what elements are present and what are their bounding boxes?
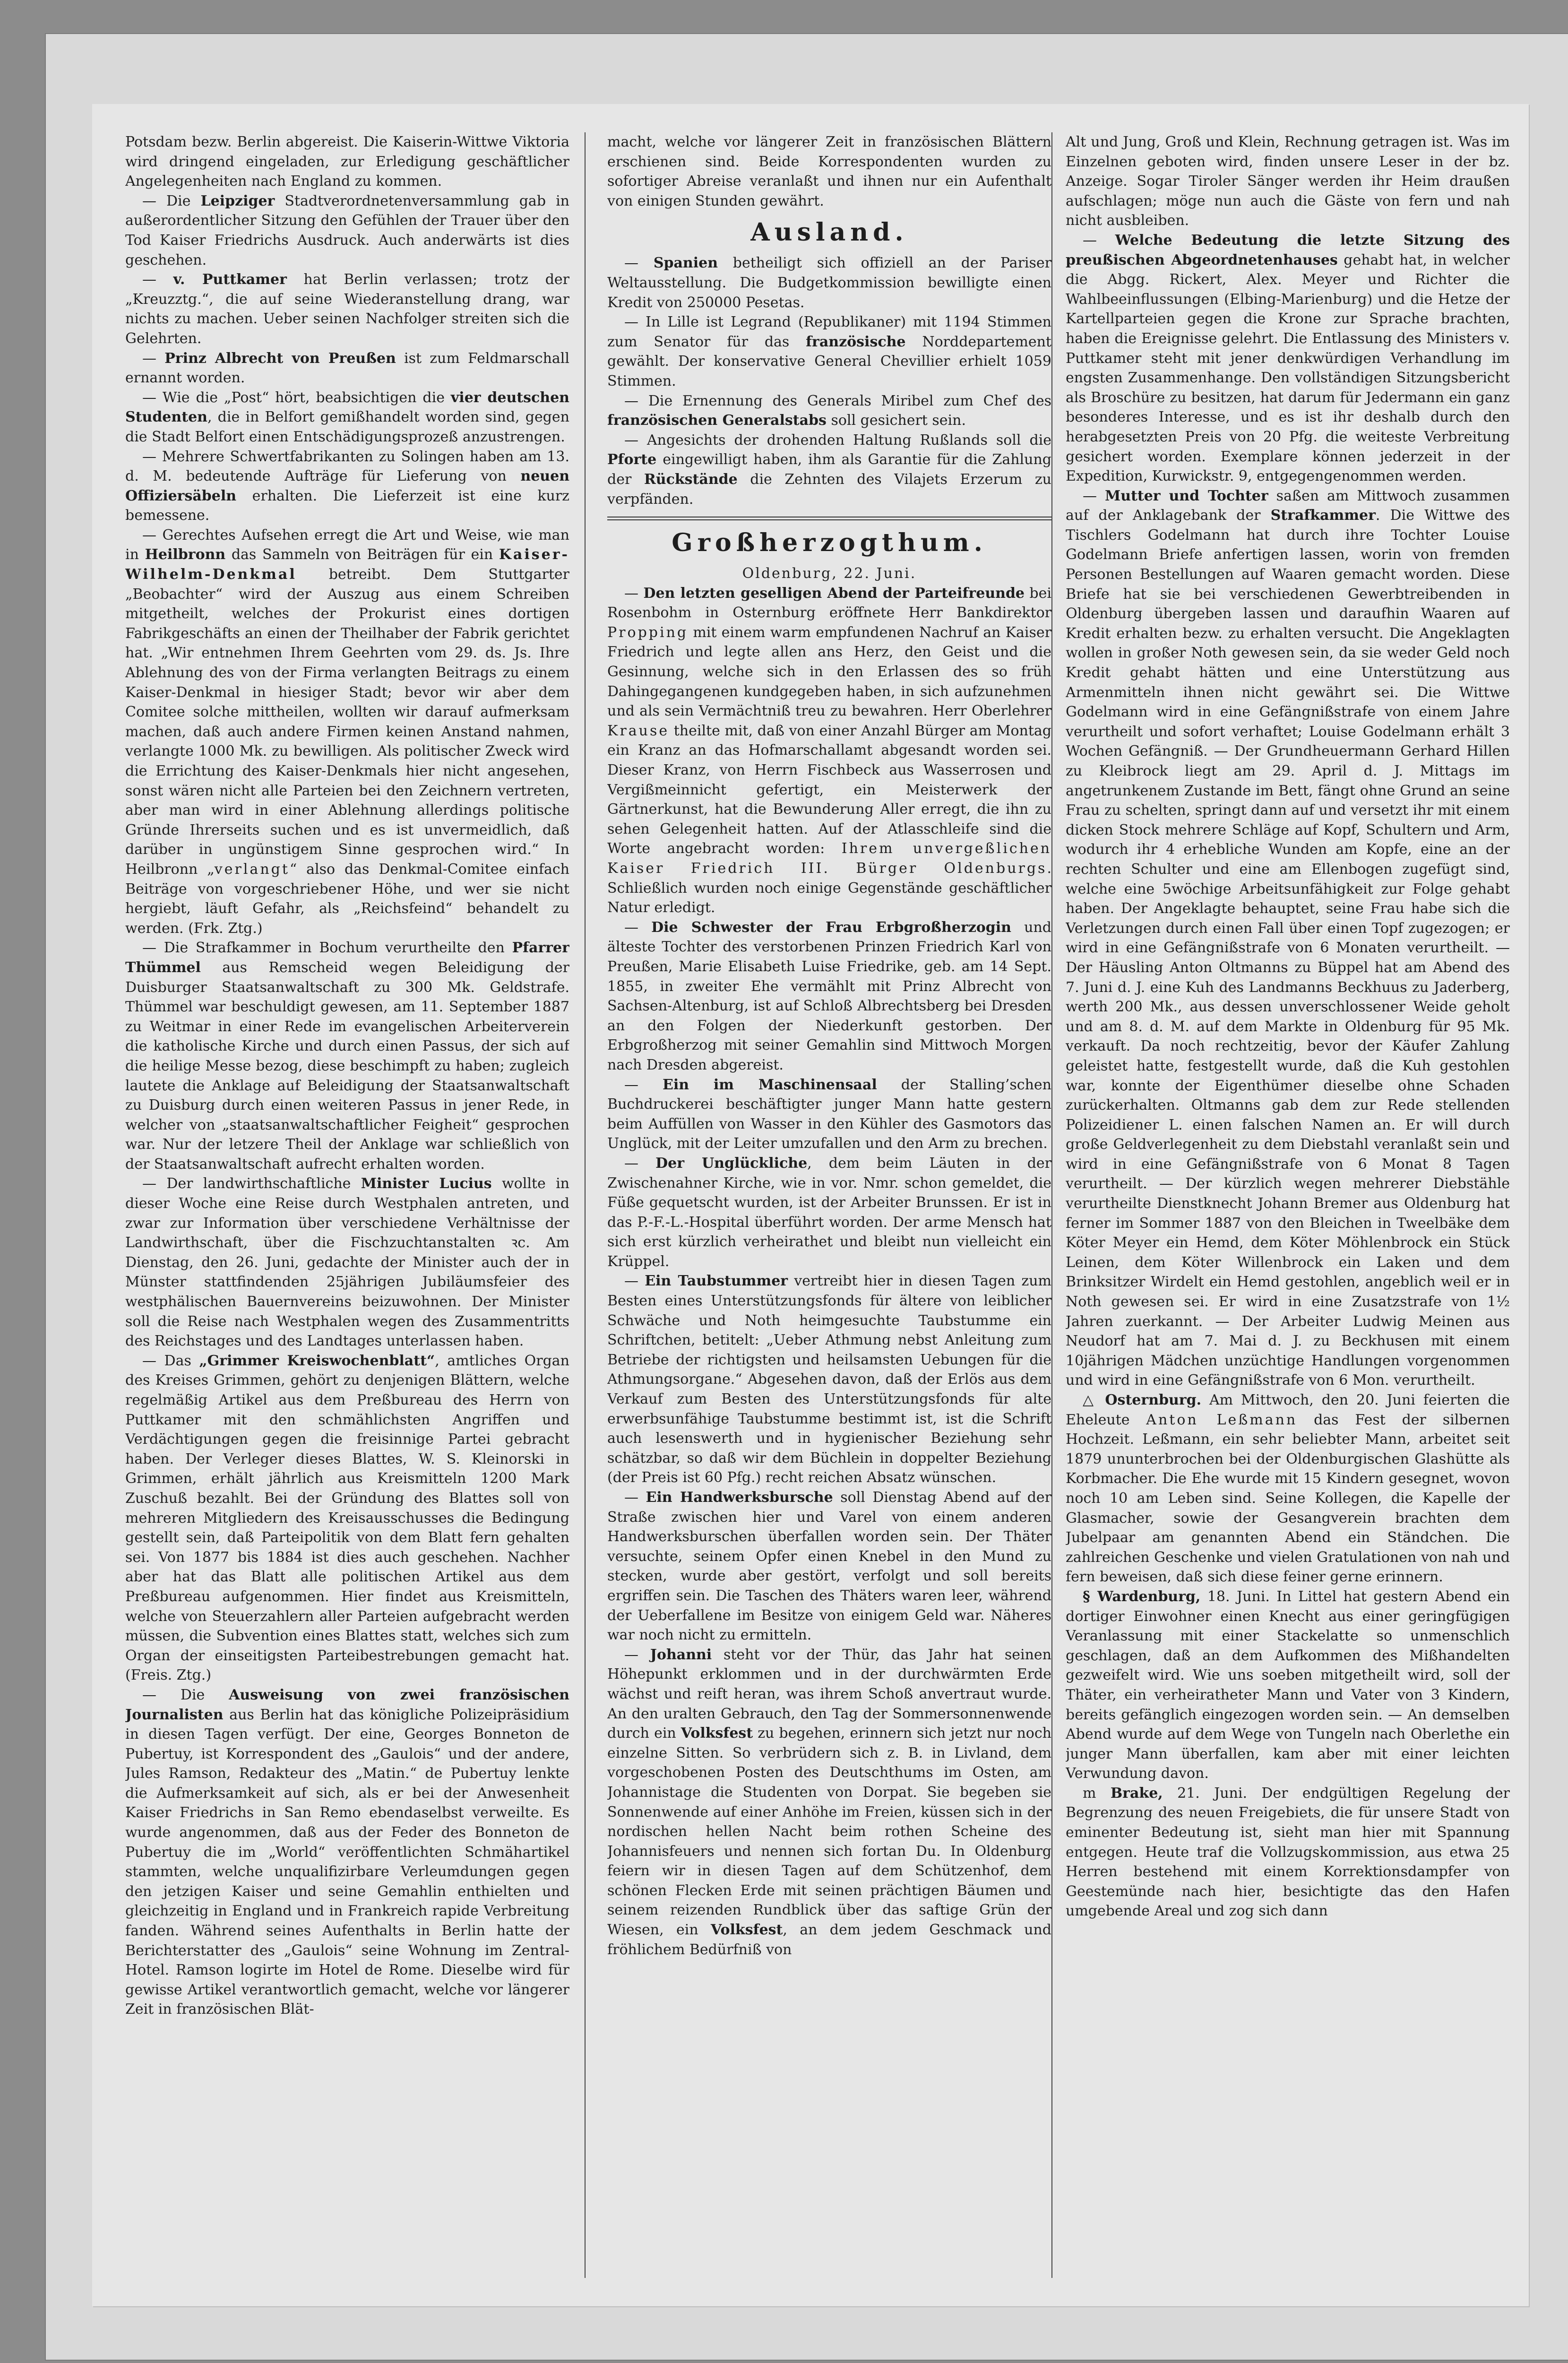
article-paragraph: macht, welche vor längerer Zeit in französischen Blättern erschienen sind. Beide Korrespondenten wurden zu sofortiger Abreise veranlaßt und ihnen nur ein Aufenthalt von einigen Stunden gewährt. bbox=[607, 134, 1051, 209]
article-keyword: Ein Taubstummer bbox=[645, 1273, 788, 1290]
article-keyword: Volksfest bbox=[711, 1922, 783, 1939]
article-paragraph: — v. Puttkamer hat Berlin verlassen; trotz der „Kreuzztg.“, die auf seine Wiederanstellung drang, war nichts zu machen. Ueber seinen Nachfolger streiten sich die Gelehrten. bbox=[125, 271, 569, 347]
article-keyword: Die Schwester der Frau Erbgroßherzogin bbox=[651, 919, 1011, 936]
article-keyword: v. Puttkamer bbox=[173, 271, 287, 288]
article-paragraph: △ Osternburg. Am Mittwoch, den 20. Juni feierten die Eheleute Anton Leßmann das Fest der silbernen Hochzeit. Leßmann, ein sehr beliebter Mann, arbeitet seit 1879 ununterbrochen bei der Oldenburgischen Glashütte als Korbmacher. Die Ehe wurde mit 15 Kindern gesegnet, wovon noch 10 am Leben sind. Seine Kollegen, die Kapelle der Glasmacher, sowie der Gesangverein brachten dem Jubelpaar am genannten Abend ein Ständchen. Die zahlreichen Geschenke und vielen Gratulationen von nah und fern beweisen, daß sich diese feiner gerne erinnern. bbox=[1066, 1392, 1510, 1586]
article-paragraph: — Die Ernennung des Generals Miribel zum Chef des französischen Generalstabs soll gesichert sein. bbox=[607, 392, 1051, 429]
article-keyword: Volksfest bbox=[681, 1725, 753, 1742]
dateline: Oldenburg, 22. Juni. bbox=[742, 565, 917, 582]
article-paragraph: — Welche Bedeutung die letzte Sitzung des preußischen Abgeordnetenhauses gehabt hat, in welcher die Abgg. Rickert, Alex. Meyer und Richter die Wahlbeeinflussungen (Elbing-Marienburg) und die Hetze der Kartellparteien gegen die Krone zur Sprache brachten, haben die Ereignisse gelehrt. Die Entlassung des Ministers v. Puttkamer steht mit jener denkwürdigen Verhandlung im engsten Zusammenhange. Den vollständigen Sitzungsbericht als Broschüre zu besitzen, hat darum für Jedermann ein ganz besonderes Interesse, und es ist ihr deshalb durch den herabgesetzten Preis von 20 Pfg. die weiteste Verbreitung gesichert worden. Exemplare können jederzeit in der Expedition, Kurwickstr. 9, entgegengenommen werden. bbox=[1066, 232, 1510, 485]
article-paragraph: — Die Ausweisung von zwei französischen Journalisten aus Berlin hat das königliche Polizeipräsidium in diesen Tagen verfügt. Der eine, Georges Bonneton de Pubertuy, ist Korrespondent des „Gaulois“ und der andere, Jules Ramson, Redakteur des „Matin.“ de Pubertuy lenkte die Aufmerksamkeit auf sich, als er bei der Anwesenheit Kaiser Friedrichs in San Remo ebendaselbst verweilte. Es wurde angenommen, daß aus der Feder des Bonneton de Pubertuy die im „World“ veröffentlichten Schmähartikel stammten, welche unqualifizirbare Verleumdungen gegen den jetzigen Kaiser und seine Gemahlin enthielten und gleichzeitig in England und in Frankreich rapide Verbreitung fanden. Während seines Aufenthalts in Berlin hatte der Berichterstatter des „Gaulois“ seine Wohnung im Zentral-Hotel. Ramson logirte im Hotel de Rome. Dieselbe wird für gewisse Artikel verantwortlich gemacht, welche vor längerer Zeit in französischen Blät- bbox=[125, 1686, 569, 2018]
article-keyword: Minister Lucius bbox=[361, 1175, 492, 1192]
newspaper-page bbox=[92, 104, 1529, 2306]
section-heading-grossherzogthum: Großherzogthum. bbox=[672, 528, 987, 558]
article-keyword: Spanien bbox=[653, 255, 718, 272]
column-right bbox=[1066, 132, 1510, 2287]
article-paragraph: Potsdam bezw. Berlin abgereist. Die Kaiserin-Wittwe Viktoria wird dringend eingeladen, zur Erledigung geschäftlicher Angelegenheiten nach England zu kommen. bbox=[125, 134, 569, 190]
article-keyword: Ein im Maschinensaal bbox=[662, 1076, 877, 1093]
article-keyword: Leipziger bbox=[200, 192, 275, 209]
article-paragraph: Alt und Jung, Groß und Klein, Rechnung getragen ist. Was im Einzelnen geboten wird, finden unsere Leser in der bz. Anzeige. Sogar Tiroler Sänger werden ihr Heim draußen aufschlagen; möge nun auch die Gäste von fern und nah nicht ausbleiben. bbox=[1066, 134, 1510, 229]
article-paragraph: — Die Leipziger Stadtverordnetenversammlung gab in außerordentlicher Sitzung den Gefühlen der Trauer über den Tod Kaiser Friedrichs Ausdruck. Auch anderwärts ist dies geschehen. bbox=[125, 192, 569, 268]
section-rule bbox=[607, 517, 1051, 520]
place-heading: Brake, bbox=[1110, 1785, 1163, 1802]
article-keyword: Ausweisung von zwei französischen Journalisten bbox=[125, 1686, 569, 1723]
article-keyword: Heilbronn bbox=[145, 546, 226, 563]
article-keyword: französischen Generalstabs bbox=[607, 412, 827, 429]
article-paragraph: — In Lille ist Legrand (Republikaner) mit 1194 Stimmen zum Senator für das französische Norddepartement gewählt. Der konservative General Chevillier erhielt 1059 Stimmen. bbox=[607, 314, 1051, 389]
article-keyword: Ein Handwerksbursche bbox=[646, 1489, 833, 1506]
article-keyword: französische bbox=[806, 333, 906, 350]
article-keyword: Den letzten geselligen Abend der Parteifreunde bbox=[643, 585, 1025, 602]
article-keyword: Der Unglückliche bbox=[655, 1155, 808, 1172]
article-keyword: Pfarrer Thümmel bbox=[125, 940, 569, 976]
article-paragraph: — Ein im Maschinensaal der Stalling’schen Buchdruckerei beschäftigter junger Mann hatte gestern beim Auffüllen von Wasser in den Kühler des Gasmotors das Unglück, mit der Leiter umzufallen und den Arm zu brechen. bbox=[607, 1076, 1051, 1152]
article-paragraph: — Ein Handwerksbursche soll Dienstag Abend auf der Straße zwischen hier und Varel von einem anderen Handwerksburschen überfallen worden sein. Der Thäter versuchte, seinem Opfer einen Knebel in den Mund zu stecken, wurde aber gestört, verfolgt und soll bereits ergriffen sein. Die Taschen des Thäters waren leer, während der Ueberfallene im Besitze von einigem Geld war. Näheres war noch nicht zu ermitteln. bbox=[607, 1489, 1051, 1644]
article-paragraph: — Die Strafkammer in Bochum verurtheilte den Pfarrer Thümmel aus Remscheid wegen Beleidigung der Duisburger Staatsanwaltschaft zu 300 Mk. Geldstrafe. Thümmel war beschuldigt gewesen, am 11. September 1887 zu Weitmar in einer Rede im evangelischen Arbeiterverein die katholische Kirche und durch einen Passus, der sich auf die heilige Messe bezog, diese beschimpft zu haben; zugleich lautete die Anklage auf Beleidigung der Staatsanwaltschaft zu Duisburg durch einen weiteren Passus in jener Rede, in welcher von „staatsanwaltschaftlicher Feigheit“ gesprochen war. Nur der letzere Theil der Anklage war schließlich von der Staatsanwaltschaft aufrecht erhalten worden. bbox=[125, 940, 569, 1173]
article-keyword: Welche Bedeutung die letzte Sitzung des preußischen Abgeordnetenhauses bbox=[1066, 232, 1510, 268]
article-paragraph: § Wardenburg, 18. Juni. In Littel hat gestern Abend ein dortiger Einwohner einen Knecht aus einer geringfügigen Veranlassung mit einer Stackelatte so unmenschlich geschlagen, daß an dem Aufkommen des Mißhandelten gezweifelt wird. Wie uns soeben mitgetheilt wird, soll der Thäter, ein verheiratheter Mann und Vater von 3 Kindern, bereits gefänglich eingezogen worden sein. — An demselben Abend wurde auf dem Wege von Tungeln nach Oberlethe ein junger Mann überfallen, kam aber mit einer leichten Verwundung davon. bbox=[1066, 1588, 1510, 1782]
section-sign-icon: § bbox=[1083, 1588, 1098, 1605]
article-keyword: vier deutschen Studenten bbox=[125, 389, 569, 426]
article-paragraph: — Das „Grimmer Kreiswochenblatt“, amtliches Organ des Kreises Grimmen, gehört zu denjenigen Blättern, welche regelmäßig Artikel aus dem Preßbureau des Herrn von Puttkamer mit den schmählichsten Angriffen und Verdächtigungen gegen die freisinnige Partei gebracht haben. Der Verleger dieses Blattes, W. S. Kleinorski in Grimmen, erhält jährlich aus Kreismitteln 1200 Mark Zuschuß bezahlt. Bei der Gründung des Blattes soll von mehreren Mitgliedern des Kreisausschusses die Bedingung gestellt sein, daß Parteipolitik von dem Blatt fern gehalten sei. Von 1877 bis 1884 ist dies auch geschehen. Nachher aber hat das Blatt alle politischen Artikel aus dem Preßbureau aufgenommen. Hier findet aus Kreismitteln, welche von Steuerzahlern aller Parteien aufgebracht werden müssen, die Subvention eines Blattes statt, welches sich zum Organ der einseitigsten Parteibestrebungen gemacht hat. (Freis. Ztg.) bbox=[125, 1352, 569, 1684]
article-paragraph: — Angesichts der drohenden Haltung Rußlands soll die Pforte eingewilligt haben, ihm als Garantie für die Zahlung der Rückstände die Zehnten des Vilajets Erzerum zu verpfänden. bbox=[607, 431, 1051, 508]
section-heading-ausland: Ausland. bbox=[750, 218, 908, 247]
article-paragraph: — Johanni steht vor der Thür, das Jahr hat seinen Höhepunkt erklommen und in der durchwärmten Erde wächst und reift heran, was ihrem Schoß anvertraut wurde. An den uralten Gebrauch, den Tag der Sommersonnenwende durch ein Volksfest zu begehen, erinnern sich jetzt nur noch einzelne Sitten. So verbrüdern sich z. B. in Livland, dem vorgeschobenen Posten des Deutschthums im Osten, am Johannistage die Studenten von Dorpat. Sie begeben sie Sonnenwende auf einer Anhöhe im Freien, küssen sich in der nordischen hellen Nacht beim rothen Scheine des Johannisfeuers und nennen sich fortan Du. In Oldenburg feiern wir in diesen Tagen auf dem Schützenhof, dem schönen Flecken Erde mit seinen prächtigen Bäumen und seinem reizenden Rundblick über das saftige Grün der Wiesen, ein Volksfest, an dem jedem Geschmack und fröhlichem Bedürfniß von bbox=[607, 1646, 1051, 1958]
article-paragraph: — Spanien betheiligt sich offiziell an der Pariser Weltausstellung. Die Budgetkommission bewilligte einen Kredit von 250000 Pesetas. bbox=[607, 255, 1051, 311]
column-rule bbox=[585, 132, 586, 2278]
column-left bbox=[125, 132, 569, 2287]
article-paragraph: — Wie die „Post“ hört, beabsichtigen die vier deutschen Studenten, die in Belfort gemißhandelt worden sind, gegen die Stadt Belfort einen Entschädigungsprozeß anzustrengen. bbox=[125, 389, 569, 445]
article-paragraph: — Prinz Albrecht von Preußen ist zum Feldmarschall ernannt worden. bbox=[125, 350, 569, 387]
article-keyword: neuen Offiziersäbeln bbox=[125, 468, 569, 504]
article-paragraph: — Der landwirthschaftliche Minister Lucius wollte in dieser Woche eine Reise durch Westphalen antreten, und zwar zur Information über verschiedene Verhältnisse der Landwirthschaft, über die Fischzuchtanstalten ꝛc. Am Dienstag, den 26. Juni, gedachte der Minister auch der in Münster stattfindenden 25jährigen Jubiläumsfeier des westphälischen Bauernvereins beizuwohnen. Der Minister soll die Reise nach Westphalen wegen des Zusammentritts des Reichstages und des Landtages unterlassen haben. bbox=[125, 1175, 569, 1350]
correspondent-mark: m bbox=[1083, 1785, 1111, 1802]
article-paragraph: — Den letzten geselligen Abend der Parteifreunde bei Rosenbohm in Osternburg eröffnete Herr Bankdirektor Propping mit einem warm empfundenen Nachruf an Kaiser Friedrich und legte allen ans Herz, den Geist und die Gesinnung, welche sich in den Erlassen des so früh Dahingegangenen kundgegeben haben, in sich aufzunehmen und als sein Vermächtniß treu zu bewahren. Herr Oberlehrer Krause theilte mit, daß von einer Anzahl Bürger am Montag ein Kranz an das Hofmarschallamt abgesandt worden sei. Dieser Kranz, von Herrn Fischbeck aus Wasserrosen und Vergißmeinnicht gefertigt, ein Meisterwerk der Gärtnerkunst, hat die Bewunderung Aller erregt, die ihn zu sehen Gelegenheit hatten. Auf der Atlasschleife sind die Worte angebracht worden: Ihrem unvergeßlichen Kaiser Friedrich III. Bürger Oldenburgs. Schließlich wurden noch einige Gegenstände geschäftlicher Natur erledigt. bbox=[607, 585, 1051, 916]
article-keyword: Kaiser-Wilhelm-Denkmal bbox=[125, 546, 569, 583]
article-keyword: Mutter und Tochter bbox=[1104, 487, 1268, 504]
article-keyword: Strafkammer bbox=[1270, 507, 1376, 524]
article-paragraph: — Die Schwester der Frau Erbgroßherzogin und älteste Tochter des verstorbenen Prinzen Friedrich Karl von Preußen, Marie Elisabeth Luise Friedrike, geb. am 14 Sept. 1855, in zweiter Ehe vermählt mit Prinz Albrecht von Sachsen-Altenburg, ist auf Schloß Albrechtsberg bei Dresden an den Folgen der Niederkunft gestorben. Der Erbgroßherzog mit seiner Gemahlin sind Mittwoch Morgen nach Dresden abgereist. bbox=[607, 919, 1051, 1073]
article-paragraph: — Ein Taubstummer vertreibt hier in diesen Tagen zum Besten eines Unterstützungsfonds für ältere von leiblicher Schwäche und Noth heimgesuchte Taubstumme ein Schriftchen, betitelt: „Ueber Athmung nebst Anleitung zum Betriebe der richtigsten und heilsamsten Uebungen für die Athmungsorgane.“ Abgesehen davon, daß der Erlös aus dem Verkauf zum Besten des Unterstützungsfonds für alte erwerbsunfähige Taubstumme bestimmt ist, ist die Schrift auch lesenswerth und in hygienischer Beziehung sehr schätzbar, so daß wir dem Büchlein in doppelter Beziehung (der Preis ist 60 Pfg.) recht reichen Absatz wünschen. bbox=[607, 1273, 1051, 1486]
article-paragraph: — Mutter und Tochter saßen am Mittwoch zusammen auf der Anklagebank der Strafkammer. Die Wittwe des Tischlers Godelmann hat durch ihre Tochter Louise Godelmann Briefe anfertigen lassen, worin von fremden Personen Bestellungen auf Waaren gemacht worden. Diese Briefe hat sie bei verschiedenen Gewerbtreibenden in Oldenburg übergeben lassen und daraufhin Waaren auf Kredit erhalten bezw. zu erhalten versucht. Die Angeklagten wollen in großer Noth gewesen sein, da sie weder Geld noch Kredit gehabt hätten und eine Unterstützung aus Armenmitteln ihnen nicht gewährt sei. Die Wittwe Godelmann wird in eine Gefängnißstrafe von einem Jahre verurtheilt und sofort verhaftet; Louise Godelmann erhält 3 Wochen Gefängniß. — Der Grundheuermann Gerhard Hillen zu Kleibrock liegt am 29. April d. J. Mittags im angetrunkenem Zustande im Bett, fängt ohne Grund an seine Frau zu schelten, springt dann auf und versetzt ihr mit einem dicken Stock mehrere Schläge auf Kopf, Schultern und Arm, wodurch ihr 4 erhebliche Wunden am Kopfe, eine an der rechten Schulter und eine am Ellenbogen zugefügt sind, welche eine 5wöchige Arbeitsunfähigkeit zur Folge gehabt haben. Der Angeklagte behauptet, seine Frau habe sich die Verletzungen durch einen Fall über einen Topf zugezogen; er wird in eine Gefängnißstrafe von 6 Monaten verurtheilt. — Der Häusling Anton Oltmanns zu Büppel hat am Abend des 7. Juni d. J. eine Kuh des Landmanns Beckhuus zu Jaderberg, werth 200 Mk., aus dessen unverschlossener Weide geholt und am 8. d. M. auf dem Markte in Oldenburg für 95 Mk. verkauft. Da noch rechtzeitig, bevor der Käufer Zahlung geleistet hatte, festgestellt wurde, daß die Kuh gestohlen war, konnte der Eigenthümer dieselbe ohne Schaden zurückerhalten. Oltmanns gab dem zur Rede stellenden Polizeidiener L. einen falschen Namen an. Er will durch große Geldverlegenheit zu dem Diebstahl veranlaßt sein und wird in eine Gefängnißstrafe von 6 Monat 8 Tagen verurtheilt. — Der kürzlich wegen mehrerer Diebstähle verurtheilte Dienstknecht Johann Bremer aus Oldenburg hat ferner im Sommer 1887 von den Bleichen in Tweelbäke dem Köter Meyer ein Hemd, dem Köter Möhlenbrock ein Stück Leinen, dem Köter Willenbrock ein Laken und dem Brinksitzer Wirdelt ein Hemd gestohlen, angeblich weil er in Noth gewesen sei. Er wird in eine Zusatzstrafe von 1½ Jahren zuerkannt. — Der Arbeiter Ludwig Meinen aus Neudorf hat am 7. Mai d. J. zu Beckhusen mit einem 10jährigen Mädchen unzüchtige Handlungen vorgenommen und wird in eine Gefängnißstrafe von 6 Mon. verurtheilt. bbox=[1066, 487, 1510, 1389]
article-keyword: Rückstände bbox=[644, 471, 738, 488]
column-rule bbox=[1051, 132, 1052, 2278]
article-keyword: Johanni bbox=[650, 1646, 712, 1663]
column-middle bbox=[607, 132, 1051, 2287]
place-heading: Wardenburg, bbox=[1097, 1588, 1201, 1605]
article-keyword: „Grimmer Kreiswochenblatt“ bbox=[199, 1352, 435, 1369]
article-paragraph: — Mehrere Schwertfabrikanten zu Solingen haben am 13. d. M. bedeutende Aufträge für Lieferung von neuen Offiziersäbeln erhalten. Die Lieferzeit ist eine kurz bemessene. bbox=[125, 448, 569, 524]
article-paragraph: — Der Unglückliche, dem beim Läuten in der Zwischenahner Kirche, wie in vor. Nmr. schon gemeldet, die Füße gequetscht wurden, ist der Arbeiter Brunssen. Er ist in das P.-F.-L.-Hospital überführt worden. Der arme Mensch hat sich erst kürzlich verheirathet und bleibt nun vielleicht ein Krüppel. bbox=[607, 1155, 1051, 1270]
article-paragraph: m Brake, 21. Juni. Der endgültigen Regelung der Begrenzung des neuen Freigebiets, die für unsere Stadt von eminenter Bedeutung ist, sieht man hier mit Spannung entgegen. Heute traf die Vollzugskommission, aus etwa 25 Herren bestehend mit einem Korrektionsdampfer von Geestemünde nach hier, besichtigte das den Hafen umgebende Areal und zog sich dann bbox=[1066, 1785, 1510, 1920]
article-keyword: Prinz Albrecht von Preußen bbox=[164, 350, 396, 367]
triangle-icon: △ bbox=[1083, 1392, 1105, 1408]
scan-background bbox=[45, 33, 1568, 2361]
article-keyword: Pforte bbox=[607, 451, 657, 468]
place-heading: Osternburg. bbox=[1105, 1392, 1202, 1408]
article-paragraph: — Gerechtes Aufsehen erregt die Art und Weise, wie man in Heilbronn das Sammeln von Beiträgen für ein Kaiser-Wilhelm-Denkmal betreibt. Dem Stuttgarter „Beobachter“ wird der Auszug aus einem Schreiben mitgetheilt, welches der Prokurist eines dortigen Fabrikgeschäfts an einen der Theilhaber der Fabrik gerichtet hat. „Wir entnehmen Ihrem Geehrten vom 29. ds. Js. Ihre Ablehnung des von der Firma verlangten Beitrags zu einem Kaiser-Denkmal in hiesiger Stadt; bevor wir aber dem Comitee solche mittheilen, wollten wir darauf aufmerksam machen, daß auch andere Firmen keinen Anstand nahmen, verlangte 1000 Mk. zu bewilligen. Als politischer Zweck wird die Errichtung des Kaiser-Denkmals hier nicht angesehen, sonst wären nicht alle Parteien bei den Zeichnern vertreten, aber man wird in einer Ablehnung allerdings politische Gründe Ihrerseits suchen und es ist unvermeidlich, daß darüber in ungünstigem Sinne gesprochen wird.“ In Heilbronn „verlangt“ also das Denkmal-Comitee einfach Beiträge von vorgeschriebener Höhe, und wer sie nicht hergiebt, läuft Gefahr, als „Reichsfeind“ behandelt zu werden. (Frk. Ztg.) bbox=[125, 526, 569, 937]
